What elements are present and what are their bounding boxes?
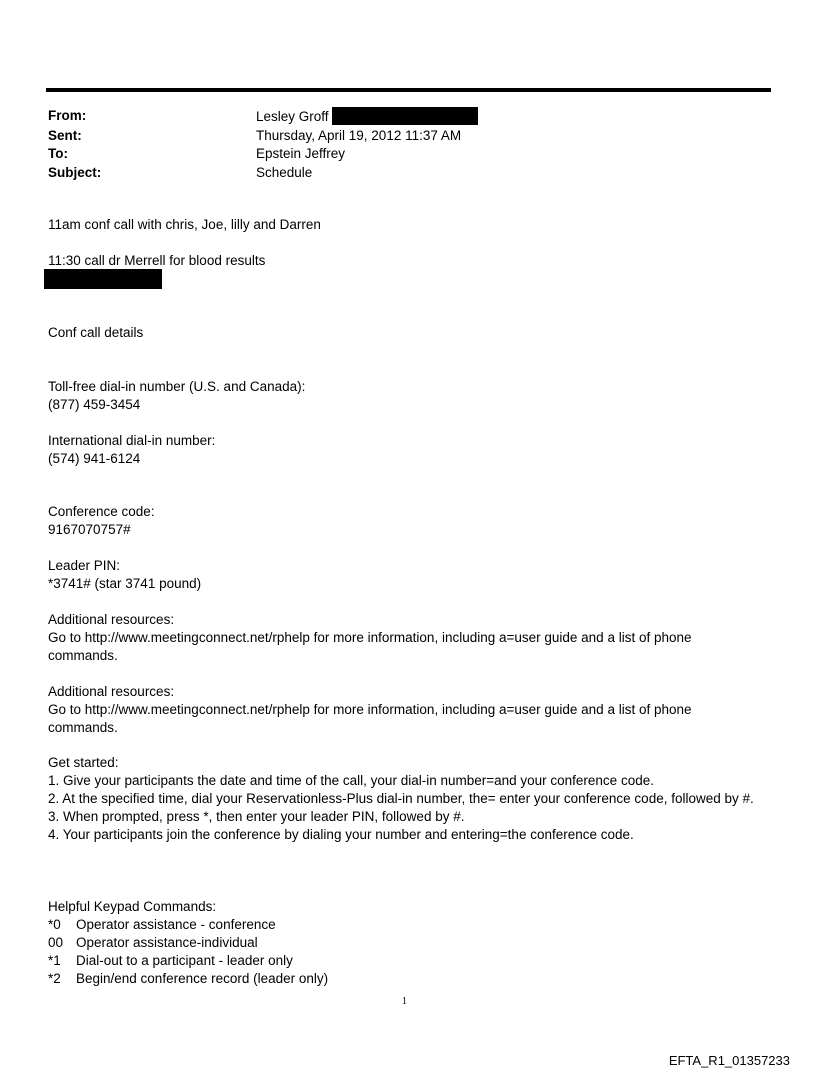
keypad-command: [48, 934, 258, 952]
step-4: 4. Your participants join the conference by dialing your number and entering=the conference code.: [48, 827, 634, 842]
tollfree-label: Toll-free dial-in number (U.S. and Canada):: [48, 379, 306, 394]
command-key: *0: [48, 917, 61, 932]
resources-2-label: Additional resources:: [48, 684, 175, 699]
header-rule: [46, 88, 771, 92]
intl-number: (574) 941-6124: [48, 451, 141, 466]
to-label: To:: [48, 146, 68, 161]
conf-code-value: 9167070757#: [48, 522, 131, 537]
leader-pin-value: *3741# (star 3741 pound): [48, 576, 202, 591]
get-started-label: Get started:: [48, 755, 119, 770]
command-desc: Operator assistance-individual: [76, 935, 258, 950]
from-value: [256, 107, 478, 127]
step-2: 2. At the specified time, dial your Reservationless-Plus dial-in number, the= enter your conference code, followed by #.: [48, 791, 754, 806]
resources-1-label: Additional resources:: [48, 612, 175, 627]
to-row: [48, 145, 478, 164]
conf-code-label: Conference code:: [48, 504, 155, 519]
document-stamp: EFTA_R1_01357233: [668, 1053, 790, 1068]
subject-value: Schedule: [256, 164, 313, 180]
from-label: From:: [48, 108, 87, 123]
command-key: *1: [48, 953, 61, 968]
command-desc: Operator assistance - conference: [76, 917, 276, 932]
resources-1-line-1: Go to http://www.meetingconnect.net/rphelp for more information, including a=user guide and a list of phone: [48, 630, 692, 645]
resources-2-line-1: Go to http://www.meetingconnect.net/rphelp for more information, including a=user guide and a list of phone: [48, 702, 692, 717]
subject-row: [48, 164, 478, 183]
body-line-2: 11:30 call dr Merrell for blood results: [48, 253, 266, 268]
conf-details-heading: Conf call details: [48, 325, 144, 340]
command-desc: Begin/end conference record (leader only): [76, 971, 329, 986]
from-name: Lesley Groff: [256, 109, 329, 124]
sent-label: Sent:: [48, 127, 82, 143]
page-number: 1: [402, 996, 407, 1007]
body-line-1: 11am conf call with chris, Joe, lilly and Darren: [48, 217, 321, 232]
keypad-label: Helpful Keypad Commands:: [48, 899, 217, 914]
step-3: 3. When prompted, press *, then enter your leader PIN, followed by #.: [48, 809, 465, 824]
email-header: [48, 107, 478, 182]
step-1: 1. Give your participants the date and time of the call, your dial-in number=and your conference code.: [48, 773, 654, 788]
subject-label: Subject:: [48, 164, 102, 180]
sent-row: [48, 127, 478, 146]
command-key: 00: [48, 935, 64, 950]
keypad-command: [48, 970, 328, 988]
keypad-command: [48, 916, 276, 934]
command-desc: Dial-out to a participant - leader only: [76, 953, 293, 968]
redaction-box: [44, 269, 162, 289]
sent-value: Thursday, April 19, 2012 11:37 AM: [256, 127, 462, 143]
resources-1-line-2: commands.: [48, 648, 118, 663]
to-value: Epstein Jeffrey: [256, 146, 346, 161]
tollfree-number: (877) 459-3454: [48, 397, 141, 412]
command-key: *2: [48, 971, 61, 986]
resources-2-line-2: commands.: [48, 720, 118, 735]
from-row: [48, 107, 478, 127]
intl-label: International dial-in number:: [48, 433, 216, 448]
leader-pin-label: Leader PIN:: [48, 558, 121, 573]
keypad-command: [48, 952, 293, 970]
redaction-box: [332, 107, 478, 125]
